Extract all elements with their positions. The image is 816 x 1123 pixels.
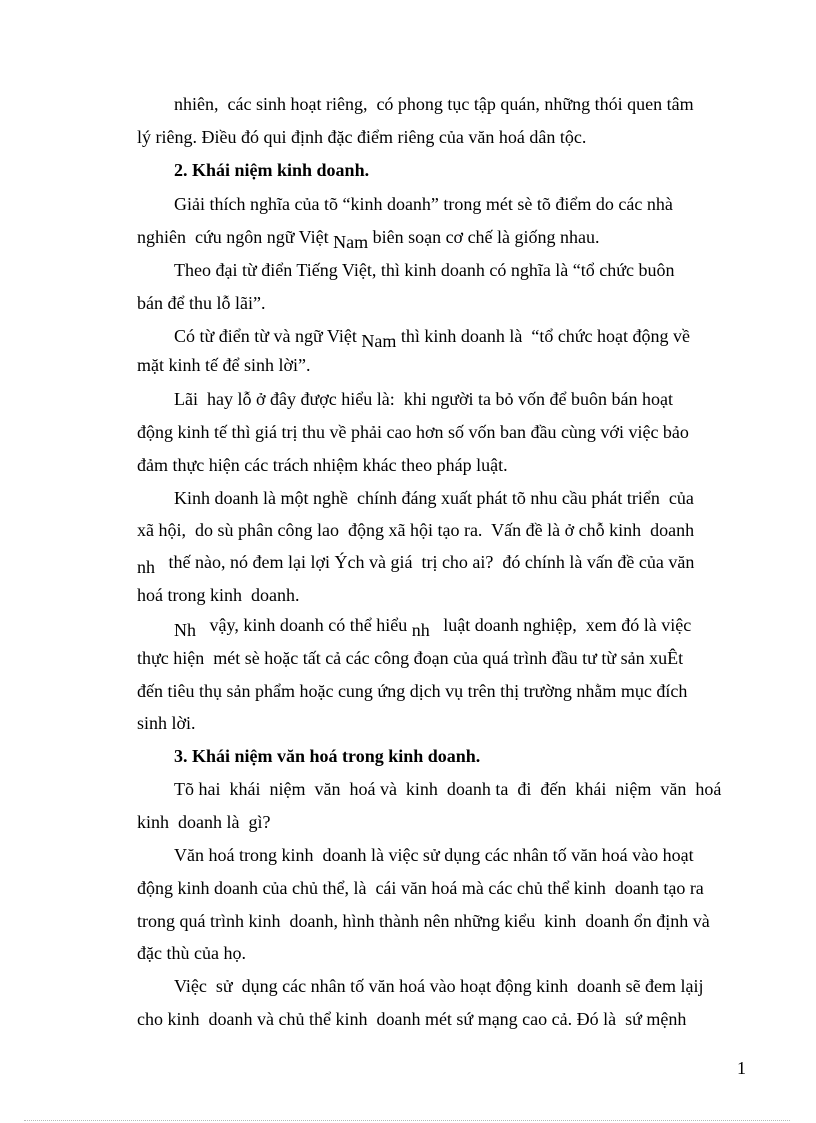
text-line: mặt kinh tế để sinh lời”. xyxy=(137,355,311,375)
text-line xyxy=(174,613,692,640)
text-line: lý riêng. Điều đó qui định đặc điểm riêng của văn hoá dân tộc. xyxy=(137,127,587,147)
text-line: cho kinh doanh và chủ thể kinh doanh mét sứ mạng cao cả. Đó là sứ mệnh xyxy=(137,1009,687,1029)
text-line xyxy=(174,324,691,351)
text-fragment: vậy, kinh doanh có thể hiểu xyxy=(196,615,412,635)
text-line: đặc thù của họ. xyxy=(137,943,246,963)
text-fragment: nh xyxy=(411,620,430,640)
text-line: hoá trong kinh doanh. xyxy=(137,585,300,605)
text-line xyxy=(137,225,600,252)
text-line: kinh doanh là gì? xyxy=(137,812,271,832)
text-fragment: thế nào, nó đem lại lợi Ých và giá trị cho ai? đó chính là vấn đề của văn xyxy=(155,552,695,572)
text-fragment: thì kinh doanh là “tổ chức hoạt động về xyxy=(396,326,691,346)
text-line xyxy=(137,550,695,577)
text-line: Văn hoá trong kinh doanh là việc sử dụng các nhân tố văn hoá vào hoạt xyxy=(174,845,694,865)
text-line: Theo đại từ điển Tiếng Việt, thì kinh doanh có nghĩa là “tổ chức buôn xyxy=(174,260,675,280)
text-line: đảm thực hiện các trách nhiệm khác theo pháp luật. xyxy=(137,455,508,475)
page-number: 1 xyxy=(737,1058,746,1078)
text-line: động kinh tế thì giá trị thu về phải cao hơn số vốn ban đầu cùng với việc bảo xyxy=(137,422,689,442)
text-line: Tõ hai khái niệm văn hoá và kinh doanh ta đi đến khái niệm văn hoá xyxy=(174,779,722,799)
text-line: sinh lời. xyxy=(137,713,196,733)
text-fragment: Nam xyxy=(361,331,397,351)
text-fragment: biên soạn cơ chế là giống nhau. xyxy=(368,227,600,247)
text-line: Kinh doanh là một nghề chính đáng xuất phát tõ nhu cầu phát triển của xyxy=(174,488,694,508)
text-line: nhiên, các sinh hoạt riêng, có phong tục tập quán, những thói quen tâm xyxy=(174,94,694,114)
text-fragment: Nh xyxy=(174,620,196,640)
footer-divider xyxy=(24,1120,790,1121)
text-line: Giải thích nghĩa của tõ “kinh doanh” trong mét sè tõ điểm do các nhà xyxy=(174,194,673,214)
section-heading: 2. Khái niệm kinh doanh. xyxy=(174,160,370,180)
text-fragment: Có từ điển từ và ngữ Việt xyxy=(174,326,362,346)
text-fragment: luật doanh nghiệp, xem đó là việc xyxy=(429,615,692,635)
text-line: Việc sử dụng các nhân tố văn hoá vào hoạt động kinh doanh sẽ đem lạij xyxy=(174,976,704,996)
text-line: xã hội, do sù phân công lao động xã hội tạo ra. Vấn đề là ở chỗ kinh doanh xyxy=(137,520,695,540)
text-line: Lãi hay lỗ ở đây được hiểu là: khi người ta bỏ vốn để buôn bán hoạt xyxy=(174,389,673,409)
text-line: thực hiện mét sè hoặc tất cả các công đoạn của quá trình đầu tư từ sản xuÊt xyxy=(137,648,684,668)
text-line: động kinh doanh của chủ thể, là cái văn hoá mà các chủ thể kinh doanh tạo ra xyxy=(137,878,704,898)
text-line: trong quá trình kinh doanh, hình thành nên những kiểu kinh doanh ổn định và xyxy=(137,911,710,931)
text-line: đến tiêu thụ sản phẩm hoặc cung ứng dịch vụ trên thị trường nhằm mục đích xyxy=(137,681,688,701)
text-fragment: nh xyxy=(137,557,155,577)
text-fragment: nghiên cứu ngôn ngữ Việt xyxy=(137,227,334,247)
text-line: bán để thu lỗ lãi”. xyxy=(137,293,266,313)
text-fragment: Nam xyxy=(333,232,369,252)
section-heading: 3. Khái niệm văn hoá trong kinh doanh. xyxy=(174,746,481,766)
